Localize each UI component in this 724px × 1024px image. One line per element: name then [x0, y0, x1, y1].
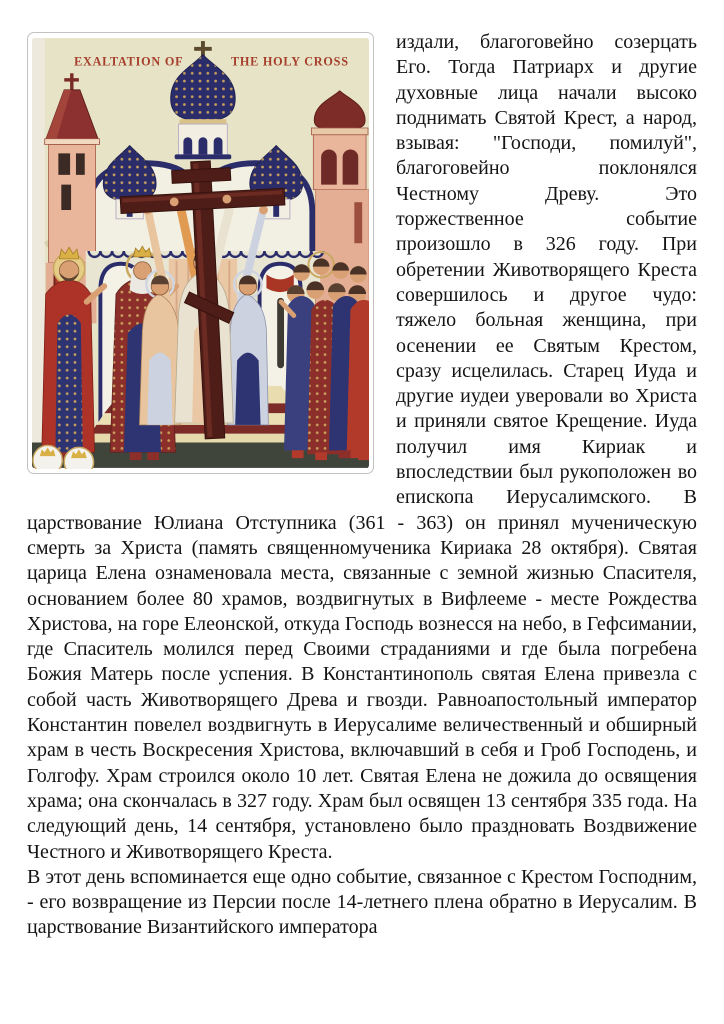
paragraph-main: издали, благоговейно созерцать Его. Тогда Патриарх и другие духовные лица начали высоко поднимать Святой Крест, а народ, взывая: "Господи, помилуй", благоговейно поклонялся Честному Древу. Это торжественное событие произошло в 326 году. При обретении Животворящего Креста совершилось и другое чудо: тяжело больная женщина, при осенении ее Святым Крестом, сразу исцелилась. Старец Иуда и другие иудеи уверовали во Христа и приняли святое Крещение. Иуда получил имя Кириак и впоследствии был рукоположен во епископа Иерусалимского. В царствование Юлиана Отступника (361 - 363) он принял мученическую смерть за Христа (память священномученика Кириака 28 октября). Святая царица Елена ознаменовала места, связанные с земной жизнью Спасителя, основанием более 80 храмов, воздвигнутых в Вифлееме - месте Рождества Христова, на горе Елеонской, откуда Господь вознесся на небо, в Гефсимании, где Спаситель молился перед Своими страданиями и где была погребена Божия Матерь после успения. В Константинополь святая Елена привезла с собой часть Животворящего Древа и гвозди. Равноапостольный император Константин повелел воздвигнуть в Иерусалиме величественный и обширный храм в честь Воскресения Христова, включавший в себя и Гроб Господень, и Голгофу. Храм строился около 10 лет. Святая Елена не дожила до освящения храма; она скончалась в 327 году. Храм был освящен 13 сентября 335 года. На следующий день, 14 сентября, установлено было праздновать Воздвижение Честного и Животворящего Креста. — [27, 31, 697, 863]
icon-title-right: THE HOLY CROSS — [230, 54, 349, 69]
icon-title-left: EXALTATION OF — [74, 54, 184, 69]
holy-cross-icon-image — [27, 32, 374, 474]
icon-artwork — [32, 37, 369, 469]
paragraph-second: В этот день вспоминается еще одно событие, связанное с Крестом Господним, - его возвращение из Персии после 14-летнего плена обратно в Иерусалим. В царствование Византийского императора — [27, 865, 697, 939]
